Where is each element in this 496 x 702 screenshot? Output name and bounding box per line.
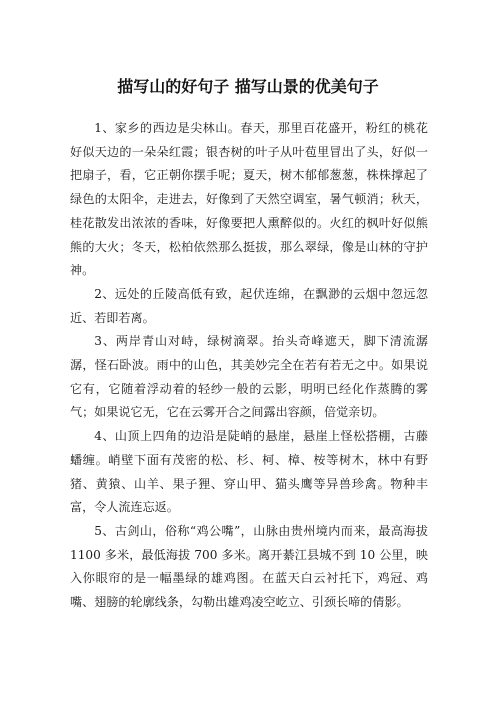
paragraph-2: 2、远处的丘陵高低有致，起伏连绵，在飘渺的云烟中忽远忽近、若即若离。 — [70, 286, 428, 325]
paragraph-4: 4、山顶上四角的边沿是陡峭的悬崖，悬崖上怪松搭棚，古藤蟠缠。峭壁下面有茂密的松、杉、柯、樟、桉等树木，林中有野猪、黄猿、山羊、果子狸、穿山甲、猫头鹰等异兽珍禽。物种丰富，令人流连忘返。 — [70, 429, 428, 515]
paragraph-5: 5、古剑山，俗称“鸡公嘴”，山脉由贵州境内而来，最高海拔 1100 多米，最低海拔 700 多米。离开綦江县城不到 10 公里，映入你眼帘的是一幅墨绿的雄鸡图。在蓝天白云衬托下，鸡冠、鸡嘴、翅膀的轮廓线条，勾勒出雄鸡凌空屹立、引颈长啼的倩影。 — [70, 523, 428, 610]
paragraph-3: 3、两岸青山对峙，绿树滴翠。抬头奇峰遮天，脚下清流潺潺，怪石卧波。雨中的山色，其美妙完全在若有若无之中。如果说它有，它随着浮动着的轻纱一般的云影，明明已经化作蒸腾的雾气；如果说它无，它在云雾开合之间露出容颜，倍觉亲切。 — [70, 334, 428, 420]
document-title: 描写山的好句子 描写山景的优美句子 — [117, 77, 379, 96]
document-body — [70, 117, 428, 615]
paragraph-1: 1、家乡的西边是尖林山。春天，那里百花盛开，粉红的桃花好似天边的一朵朵红霞；银杏树的叶子从叶苞里冒出了头，好似一把扇子，看，它正朝你摆手呢；夏天，树木郁郁葱葱，株株撑起了绿色的太阳伞，走进去，好像到了天然空调室，暑气顿消；秋天，桂花散发出浓浓的香味，好像要把人熏醉似的。火红的枫叶好似熊熊的大火；冬天，松柏依然那么挺拔，那么翠绿，像是山林的守护神。 — [70, 121, 428, 278]
